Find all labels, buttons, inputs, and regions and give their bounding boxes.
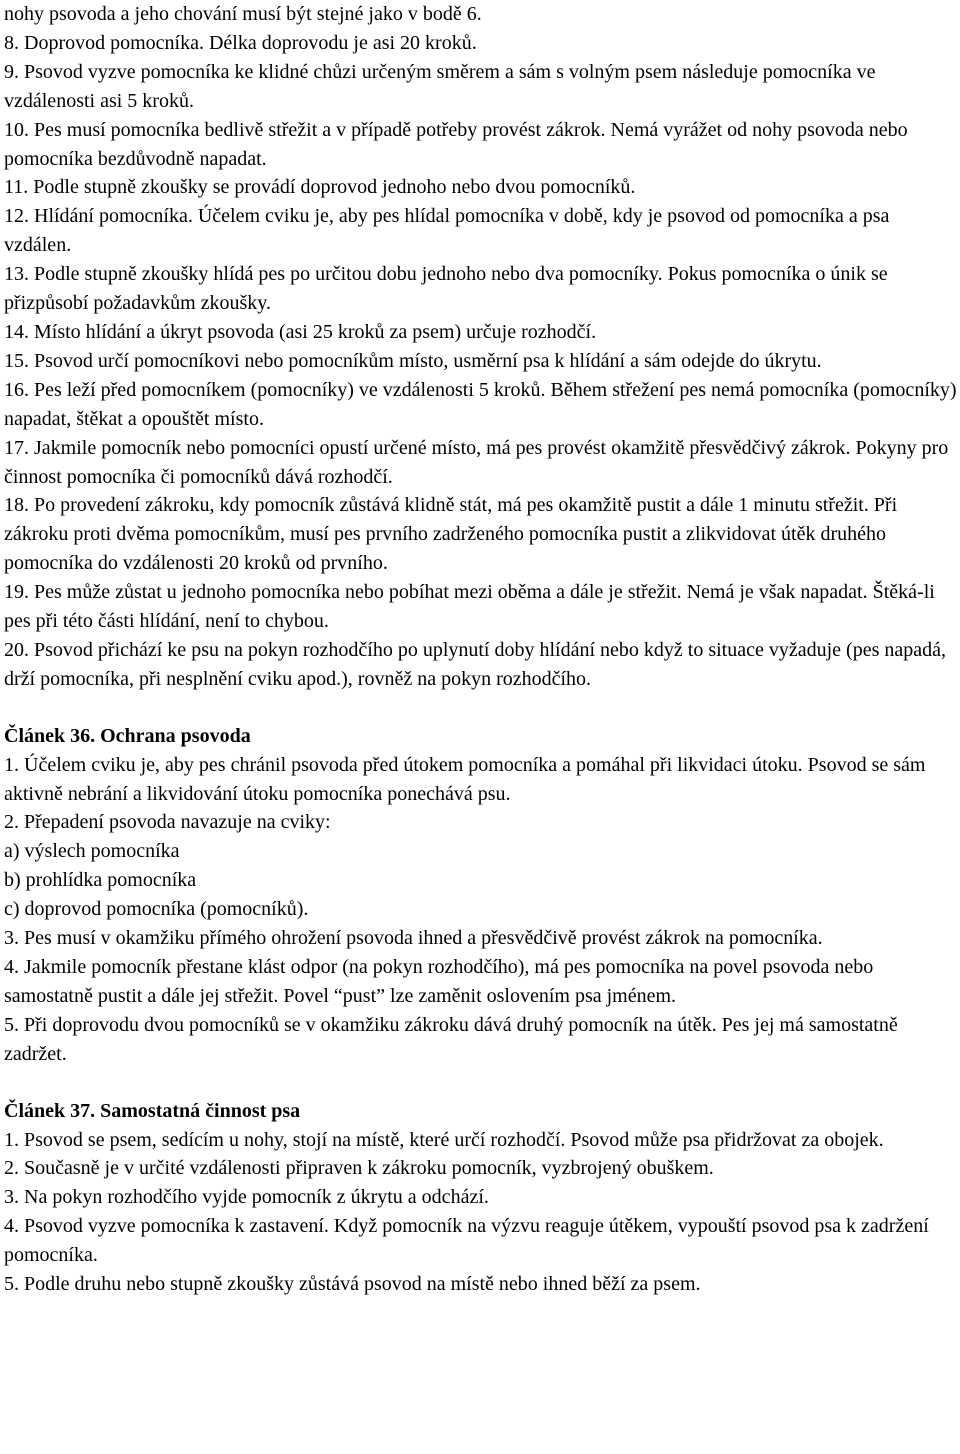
- paragraph: 13. Podle stupně zkoušky hlídá pes po určitou dobu jednoho nebo dva pomocníky. Pokus pomocníka o únik se přizpůsobí požadavkům zkoušky.: [4, 263, 888, 315]
- paragraph: 2. Přepadení psovoda navazuje na cviky:: [4, 811, 331, 834]
- paragraph: 3. Pes musí v okamžiku přímého ohrožení psovoda ihned a přesvědčivě provést zákrok na pomocníka.: [4, 927, 823, 950]
- list-item: c) doprovod pomocníka (pomocníků).: [4, 898, 309, 921]
- paragraph: 8. Doprovod pomocníka. Délka doprovodu je asi 20 kroků.: [4, 31, 477, 54]
- paragraph: 2. Současně je v určité vzdálenosti připraven k zákroku pomocník, vyzbrojený obuškem.: [4, 1157, 714, 1180]
- paragraph: 14. Místo hlídání a úkryt psovoda (asi 25 kroků za psem) určuje rozhodčí.: [4, 320, 597, 343]
- article-heading: Článek 37. Samostatná činnost psa: [4, 1099, 301, 1122]
- article-37: [4, 1097, 958, 1299]
- section-hlidani: [4, 0, 958, 694]
- paragraph: 5. Podle druhu nebo stupně zkoušky zůstává psovod na místě nebo ihned běží za psem.: [4, 1273, 701, 1296]
- list-item: a) výslech pomocníka: [4, 840, 180, 863]
- paragraph: 18. Po provedení zákroku, kdy pomocník zůstává klidně stát, má pes okamžitě pustit a dále 1 minutu střežit. Při zákroku proti dvěma pomocníkům, musí pes prvního zadrženého pomocníka pustit a zlikvidovat útěk druhého pomocníka do vzdálenosti 20 kroků od prvního.: [4, 494, 898, 575]
- paragraph: 17. Jakmile pomocník nebo pomocníci opustí určené místo, má pes provést okamžitě přesvědčivý zákrok. Pokyny pro činnost pomocníka či pomocníků dává rozhodčí.: [4, 436, 949, 488]
- paragraph: 16. Pes leží před pomocníkem (pomocníky) ve vzdálenosti 5 kroků. Během střežení pes nemá pomocníka (pomocníky) napadat, štěkat a opouštět místo.: [4, 378, 957, 430]
- paragraph: 20. Psovod přichází ke psu na pokyn rozhodčího po uplynutí doby hlídání nebo když to situace vyžaduje (pes napadá, drží pomocníka, při nesplnění cviku apod.), rovněž na pokyn rozhodčího.: [4, 638, 947, 690]
- paragraph: 5. Při doprovodu dvou pomocníků se v okamžiku zákroku dává druhý pomocník na útěk. Pes jej má samostatně zadržet.: [4, 1013, 898, 1065]
- paragraph: nohy psovoda a jeho chování musí být stejné jako v bodě 6.: [4, 3, 482, 25]
- paragraph: 4. Jakmile pomocník přestane klást odpor (na pokyn rozhodčího), má pes pomocníka na povel psovoda nebo samostatně pustit a dále jej střežit. Povel “pust” lze zaměnit oslovením psa jménem.: [4, 956, 874, 1007]
- paragraph: 11. Podle stupně zkoušky se provádí doprovod jednoho nebo dvou pomocníků.: [4, 176, 636, 199]
- paragraph: 19. Pes může zůstat u jednoho pomocníka nebo pobíhat mezi oběma a dále je střežit. Nemá je však napadat. Štěká-li pes při této části hlídání, není to chybou.: [4, 581, 935, 633]
- paragraph: 15. Psovod určí pomocníkovi nebo pomocníkům místo, usměrní psa k hlídání a sám odejde do úkrytu.: [4, 349, 822, 372]
- paragraph: 9. Psovod vyzve pomocníka ke klidné chůzi určeným směrem a sám s volným psem následuje pomocníka ve vzdálenosti asi 5 kroků.: [4, 60, 876, 112]
- article-heading: Článek 36. Ochrana psovoda: [4, 724, 251, 747]
- paragraph: 3. Na pokyn rozhodčího vyjde pomocník z úkrytu a odchází.: [4, 1186, 489, 1209]
- paragraph-gap: [4, 1069, 958, 1097]
- list-item: b) prohlídka pomocníka: [4, 869, 197, 892]
- paragraph: 12. Hlídání pomocníka. Účelem cviku je, aby pes hlídal pomocníka v době, kdy je psovod od pomocníka a psa vzdálen.: [4, 205, 890, 257]
- paragraph: 4. Psovod vyzve pomocníka k zastavení. Když pomocník na výzvu reaguje útěkem, vypouští psovod psa k zadržení pomocníka.: [4, 1215, 929, 1267]
- paragraph-gap: [4, 694, 958, 722]
- paragraph: 1. Psovod se psem, sedícím u nohy, stojí na místě, které určí rozhodčí. Psovod může psa přidržovat za obojek.: [4, 1128, 884, 1151]
- paragraph: 1. Účelem cviku je, aby pes chránil psovoda před útokem pomocníka a pomáhal při likvidaci útoku. Psovod se sám aktivně nebrání a likvidování útoku pomocníka ponechává psu.: [4, 753, 926, 805]
- paragraph: 10. Pes musí pomocníka bedlivě střežit a v případě potřeby provést zákrok. Nemá vyrážet od nohy psovoda nebo pomocníka bezdůvodně napadat.: [4, 118, 908, 170]
- document-page: [4, 0, 958, 1299]
- article-36: [4, 722, 958, 1069]
